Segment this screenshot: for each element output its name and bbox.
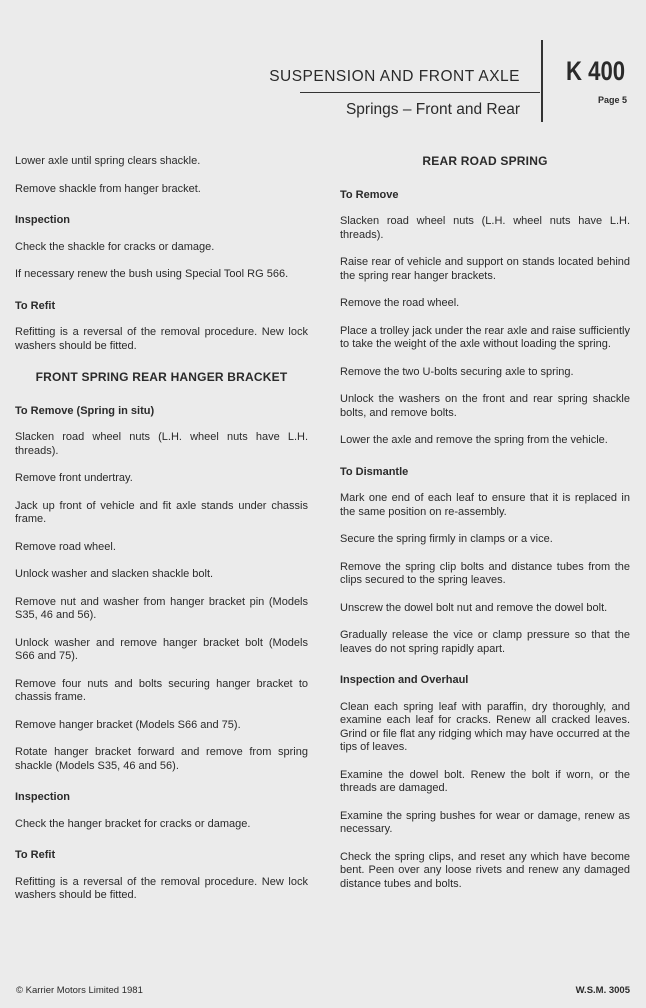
paragraph: Slacken road wheel nuts (L.H. wheel nuts have L.H. threads). <box>15 431 308 457</box>
paragraph: Remove nut and washer from hanger bracket pin (Models S35, 46 and 56). <box>15 595 308 621</box>
subheading: To Dismantle <box>340 465 409 478</box>
paragraph: Remove shackle from hanger bracket. <box>15 182 201 195</box>
subheading: To Refit <box>15 299 56 312</box>
subheading: Inspection <box>15 214 71 226</box>
paragraph: Remove the two U-bolts securing axle to spring. <box>340 365 574 378</box>
paragraph: Check the hanger bracket for cracks or damage. <box>15 817 251 830</box>
section-title: SUSPENSION AND FRONT AXLE <box>269 68 520 85</box>
paragraph: Examine the spring bushes for wear or damage, renew as necessary. <box>340 809 630 835</box>
paragraph: Place a trolley jack under the rear axle and raise sufficiently to take the weight of the axle without loading the spring. <box>340 324 630 350</box>
paragraph: Remove front undertray. <box>15 472 133 484</box>
page-number: Page 5 <box>598 95 628 105</box>
left-column <box>15 155 308 917</box>
header-rule <box>300 92 540 93</box>
paragraph: Remove road wheel. <box>15 540 116 553</box>
paragraph: Rotate hanger bracket forward and remove from spring shackle (Models S35, 46 and 56). <box>15 746 308 772</box>
section-heading: REAR ROAD SPRING <box>422 154 548 168</box>
paragraph: Clean each spring leaf with paraffin, dry thoroughly, and examine each leaf for cracks. Renew all cracked leaves. Grind or file flat any ridging which may have occurred at the tips of leaves. <box>340 700 630 753</box>
paragraph: Lower the axle and remove the spring from the vehicle. <box>340 434 608 446</box>
paragraph: Secure the spring firmly in clamps or a vice. <box>340 533 553 545</box>
subheading: Inspection and Overhaul <box>340 674 469 686</box>
paragraph: Unscrew the dowel bolt nut and remove the dowel bolt. <box>340 601 608 614</box>
paragraph: Lower axle until spring clears shackle. <box>15 155 201 167</box>
right-column <box>340 155 630 905</box>
subheading: To Remove <box>340 188 399 201</box>
paragraph: Jack up front of vehicle and fit axle stands under chassis frame. <box>15 499 308 525</box>
paragraph: Unlock the washers on the front and rear spring shackle bolts, and remove bolts. <box>340 393 630 419</box>
paragraph: Refitting is a reversal of the removal procedure. New lock washers should be fitted. <box>15 875 308 901</box>
paragraph: Remove hanger bracket (Models S66 and 75). <box>15 718 241 731</box>
paragraph: Unlock washer and remove hanger bracket bolt (Models S66 and 75). <box>15 636 308 662</box>
subheading: To Remove (Spring in situ) <box>15 404 155 417</box>
paragraph: Mark one end of each leaf to ensure that it is replaced in the same position on re-assembly. <box>340 492 630 518</box>
paragraph: Check the spring clips, and reset any which have become bent. Peen over any loose rivets and renew any damaged distance tubes and bolts. <box>340 850 630 890</box>
manual-code: K 400 <box>566 56 626 86</box>
document-code: W.S.M. 3005 <box>575 985 630 996</box>
header-divider <box>541 40 543 122</box>
paragraph: Slacken road wheel nuts (L.H. wheel nuts have L.H. threads). <box>340 215 630 241</box>
paragraph: Examine the dowel bolt. Renew the bolt if worn, or the threads are damaged. <box>340 768 630 794</box>
paragraph: If necessary renew the bush using Special Tool RG 566. <box>15 268 289 280</box>
paragraph: Refitting is a reversal of the removal procedure. New lock washers should be fitted. <box>15 326 308 352</box>
paragraph: Remove the spring clip bolts and distance tubes from the clips secured to the spring leaves. <box>340 560 630 586</box>
section-heading: FRONT SPRING REAR HANGER BRACKET <box>35 370 288 384</box>
paragraph: Unlock washer and slacken shackle bolt. <box>15 568 214 580</box>
paragraph: Raise rear of vehicle and support on stands located behind the spring rear hanger brackets. <box>340 256 630 282</box>
paragraph: Gradually release the vice or clamp pressure so that the leaves do not spring rapidly apart. <box>340 629 630 655</box>
paragraph: Check the shackle for cracks or damage. <box>15 240 215 253</box>
subheading: Inspection <box>15 791 71 803</box>
copyright: © Karrier Motors Limited 1981 <box>16 985 143 996</box>
section-subtitle: Springs – Front and Rear <box>345 101 520 118</box>
paragraph: Remove the road wheel. <box>340 297 460 309</box>
subheading: To Refit <box>15 849 56 861</box>
paragraph: Remove four nuts and bolts securing hanger bracket to chassis frame. <box>15 677 308 703</box>
